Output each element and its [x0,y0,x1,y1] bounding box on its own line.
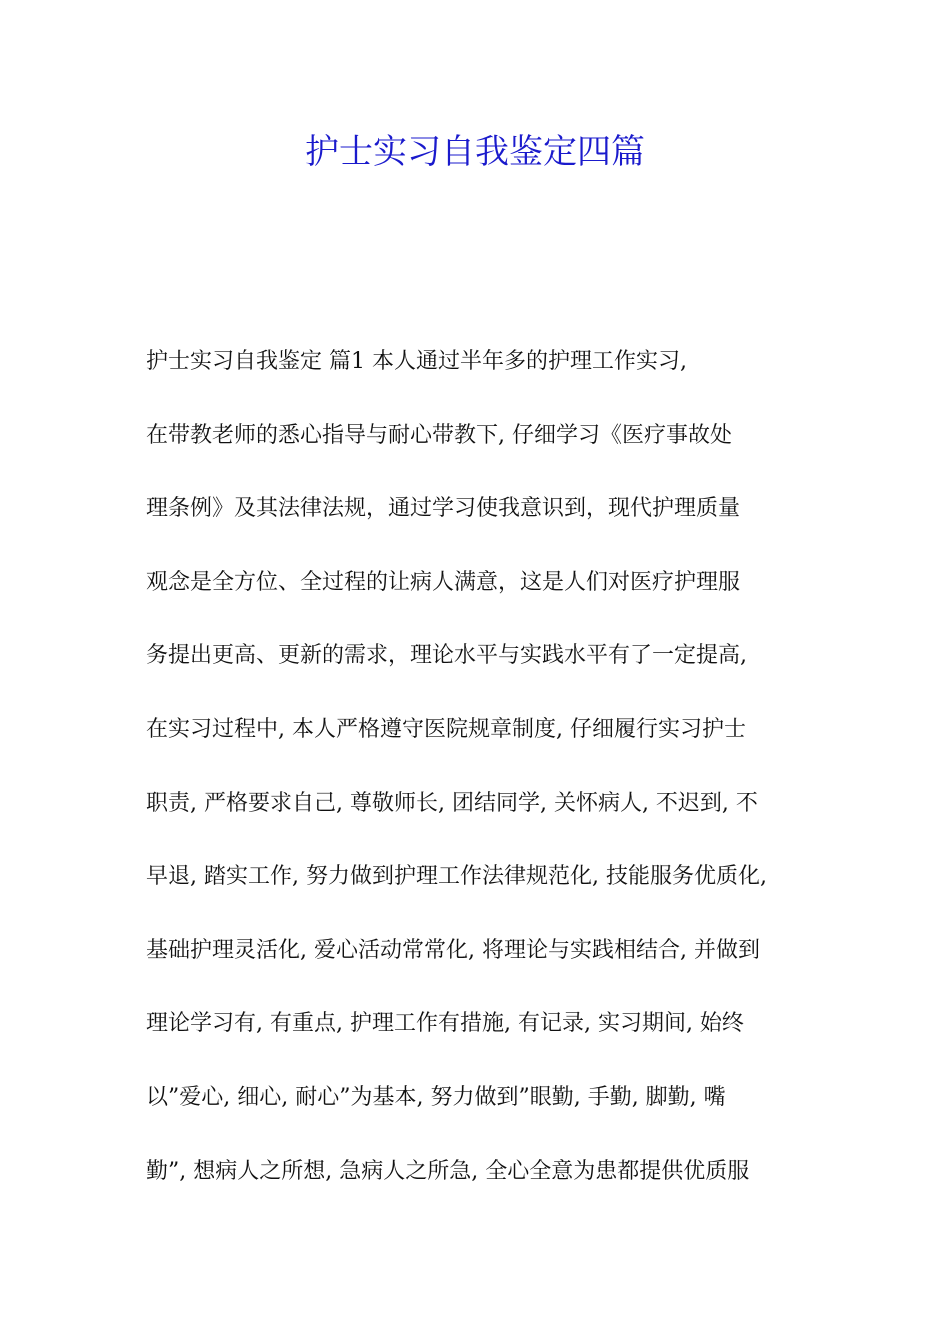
body-line: 在带教老师的悉心指导与耐心带教下, 仔细学习《医疗事故处 [146,422,732,448]
body-line: 理论学习有, 有重点, 护理工作有措施, 有记录, 实习期间, 始终 [146,1011,744,1037]
document-body [146,340,816,1223]
body-line: 基础护理灵活化, 爱心活动常常化, 将理论与实践相结合, 并做到 [146,937,760,963]
body-line: 职责, 严格要求自己, 尊敬师长, 团结同学, 关怀病人, 不迟到, 不 [146,790,758,816]
body-line: 早退, 踏实工作, 努力做到护理工作法律规范化, 技能服务优质化, [146,864,767,890]
document-title: 护士实习自我鉴定四篇 [305,132,645,172]
body-line: 理条例》及其法律法规，通过学习使我意识到，现代护理质量 [146,496,741,522]
body-line: 观念是全方位、全过程的让病人满意，这是人们对医疗护理服 [146,569,741,595]
body-line: 务提出更高、更新的需求，理论水平与实践水平有了一定提高, [146,643,747,669]
body-line: 勤”, 想病人之所想, 急病人之所急, 全心全意为患都提供优质服 [146,1158,750,1184]
body-line: 护士实习自我鉴定 篇1 本人通过半年多的护理工作实习, [146,349,687,374]
body-line: 在实习过程中, 本人严格遵守医院规章制度, 仔细履行实习护士 [146,716,746,742]
body-line: 以”爱心, 细心, 耐心”为基本, 努力做到”眼勤, 手勤, 脚勤, 嘴 [146,1084,726,1110]
